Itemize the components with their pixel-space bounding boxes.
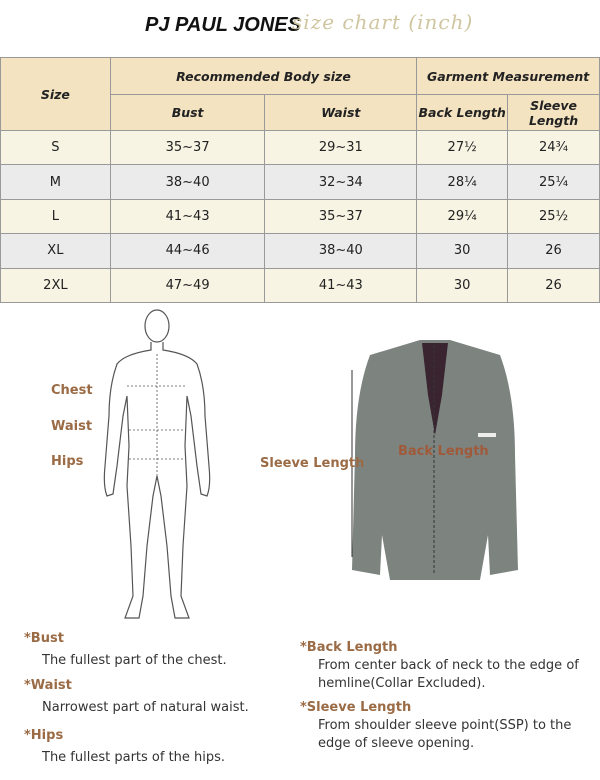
table-cell: 32~34 bbox=[265, 165, 417, 199]
table-cell: 44~46 bbox=[110, 234, 265, 268]
table-row bbox=[1, 268, 600, 302]
size-header: Size bbox=[1, 58, 111, 131]
table-cell: 30 bbox=[417, 234, 508, 268]
table-cell: 41~43 bbox=[265, 268, 417, 302]
bust-header: Bust bbox=[110, 95, 265, 131]
table-cell: 38~40 bbox=[110, 165, 265, 199]
table-cell: 27½ bbox=[417, 131, 508, 165]
definition-back-length: *Back Length From center back of neck to the edge of hemline(Collar Excluded). bbox=[300, 640, 579, 691]
table-cell: 26 bbox=[508, 268, 600, 302]
table-cell: 35~37 bbox=[265, 199, 417, 233]
back-length-header: Back Length bbox=[417, 95, 508, 131]
table-row bbox=[1, 165, 600, 199]
waist-header: Waist bbox=[265, 95, 417, 131]
table-cell: 35~37 bbox=[110, 131, 265, 165]
sleeve-length-label: Sleeve Length bbox=[260, 456, 365, 471]
table-cell: L bbox=[1, 199, 111, 233]
table-cell: 2XL bbox=[1, 268, 111, 302]
table-cell: XL bbox=[1, 234, 111, 268]
table-cell: 30 bbox=[417, 268, 508, 302]
definition-waist: *Waist Narrowest part of natural waist. bbox=[24, 678, 249, 715]
table-cell: 24¾ bbox=[508, 131, 600, 165]
definition-hips: *Hips The fullest parts of the hips. bbox=[24, 728, 226, 765]
chest-label: Chest bbox=[51, 383, 93, 398]
table-cell: 25¼ bbox=[508, 165, 600, 199]
definition-sleeve-length: *Sleeve Length From shoulder sleeve point(SSP) to the edge of sleeve opening. bbox=[300, 700, 572, 751]
sleeve-length-header: Sleeve Length bbox=[508, 95, 600, 131]
garment-measurement-header: Garment Measurement bbox=[417, 58, 600, 95]
table-cell: S bbox=[1, 131, 111, 165]
table-cell: 26 bbox=[508, 234, 600, 268]
definition-bust: *Bust The fullest part of the chest. bbox=[24, 631, 227, 668]
size-chart-subtitle: size chart (inch) bbox=[292, 10, 474, 34]
back-length-label: Back Length bbox=[398, 444, 489, 459]
table-cell: 41~43 bbox=[110, 199, 265, 233]
table-cell: M bbox=[1, 165, 111, 199]
table-cell: 25½ bbox=[508, 199, 600, 233]
table-cell: 47~49 bbox=[110, 268, 265, 302]
recommended-body-size-header: Recommended Body size bbox=[110, 58, 416, 95]
table-row bbox=[1, 199, 600, 233]
waist-label: Waist bbox=[51, 419, 93, 434]
brand-title: PJ PAUL JONES bbox=[145, 14, 301, 36]
hips-label: Hips bbox=[51, 454, 84, 469]
table-row bbox=[1, 234, 600, 268]
table-cell: 29~31 bbox=[265, 131, 417, 165]
table-cell: 29¼ bbox=[417, 199, 508, 233]
size-chart-table bbox=[0, 57, 600, 303]
body-outline-figure bbox=[95, 306, 245, 631]
table-row bbox=[1, 131, 600, 165]
table-cell: 38~40 bbox=[265, 234, 417, 268]
jacket-image bbox=[340, 335, 520, 585]
table-cell: 28¼ bbox=[417, 165, 508, 199]
